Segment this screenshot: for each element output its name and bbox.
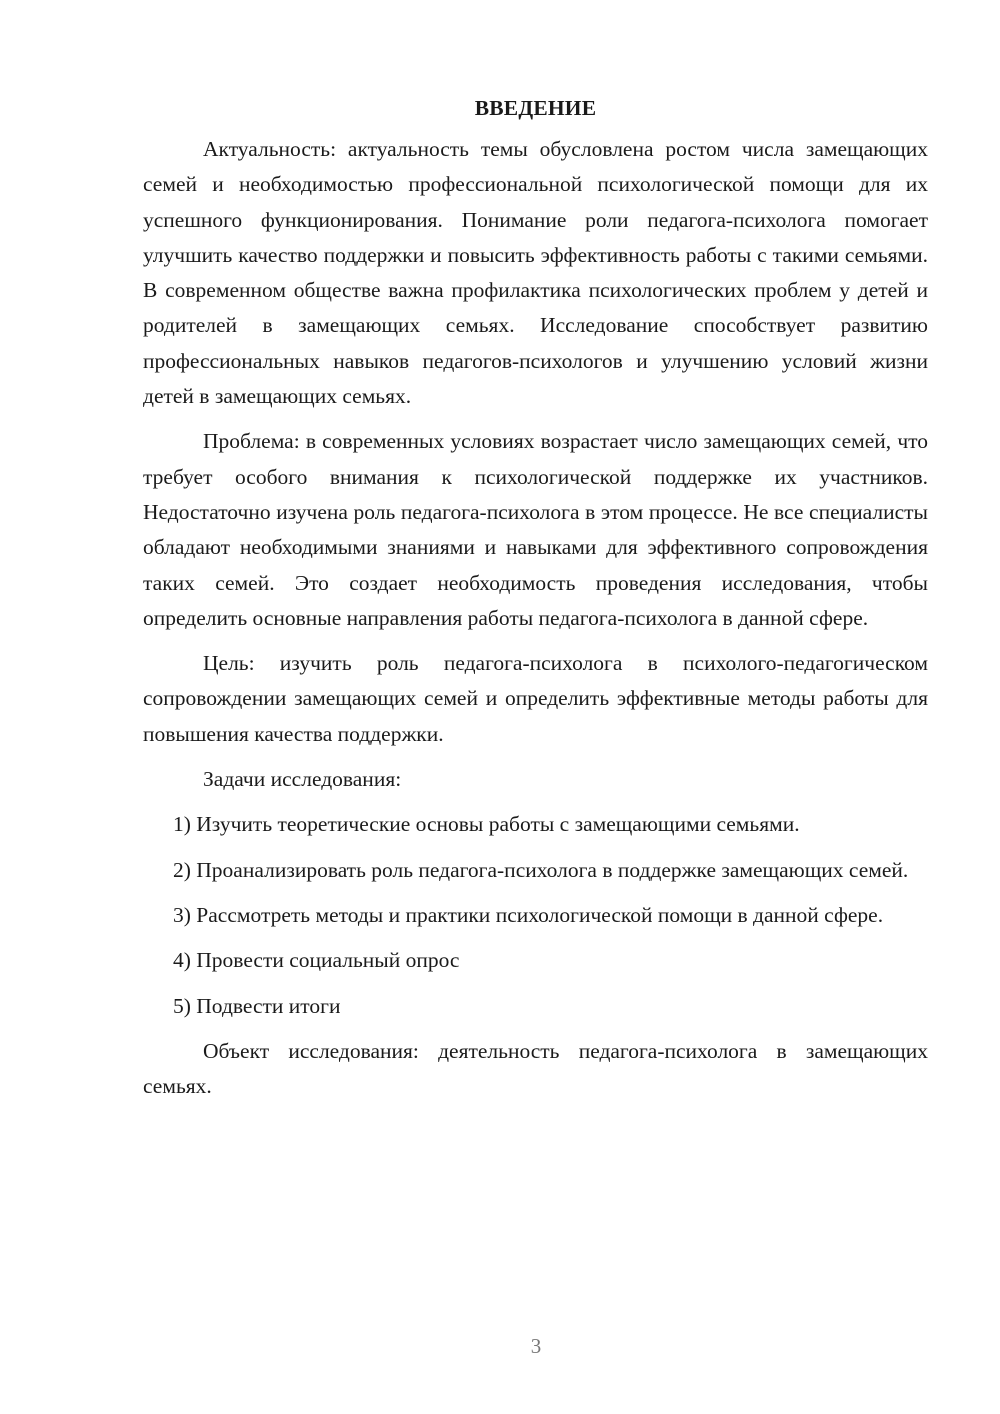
tasks-heading: Задачи исследования: bbox=[203, 767, 402, 792]
page-number: 3 bbox=[530, 1334, 542, 1358]
task-item-1: 1) Изучить теоретические основы работы с замещающими семьями. bbox=[173, 812, 800, 837]
section-heading: ВВЕДЕНИЕ bbox=[474, 96, 597, 120]
page-content bbox=[143, 91, 928, 1104]
task-item-3: 3) Рассмотреть методы и практики психологической помощи в данной сфере. bbox=[173, 902, 884, 927]
task-item-4: 4) Провести социальный опрос bbox=[173, 948, 460, 973]
task-item-5: 5) Подвести итоги bbox=[173, 993, 341, 1018]
object-paragraph: Объект исследования: деятельность педагога-психолога в замещающих семьях. bbox=[143, 1038, 928, 1099]
task-item-2: 2) Проанализировать роль педагога-психолога в поддержке замещающих семей. bbox=[173, 857, 909, 882]
goal-paragraph: Цель: изучить роль педагога-психолога в психолого-педагогическом сопровождении замещающих семей и определить эффективные методы работы для повышения качества поддержки. bbox=[143, 651, 928, 746]
relevance-paragraph: Актуальность: актуальность темы обусловлена ростом числа замещающих семей и необходимостью профессиональной психологической помощи для их успешного функционирования. Понимание роли педагога-психолога помогает улучшить качество поддержки и повысить эффективность работы с такими семьями. В современном обществе важна профилактика психологических проблем у детей и родителей в замещающих семьях. Исследование способствует развитию профессиональных навыков педагогов-психологов и улучшению условий жизни детей в замещающих семьях. bbox=[143, 137, 928, 409]
problem-paragraph: Проблема: в современных условиях возрастает число замещающих семей, что требует особого внимания к психологической поддержке их участников. Недостаточно изучена роль педагога-психолога в этом процессе. Не все специалисты обладают необходимыми знаниями и навыками для эффективного сопровождения таких семей. Это создает необходимость проведения исследования, чтобы определить основные направления работы педагога-психолога в данной сфере. bbox=[143, 429, 928, 630]
